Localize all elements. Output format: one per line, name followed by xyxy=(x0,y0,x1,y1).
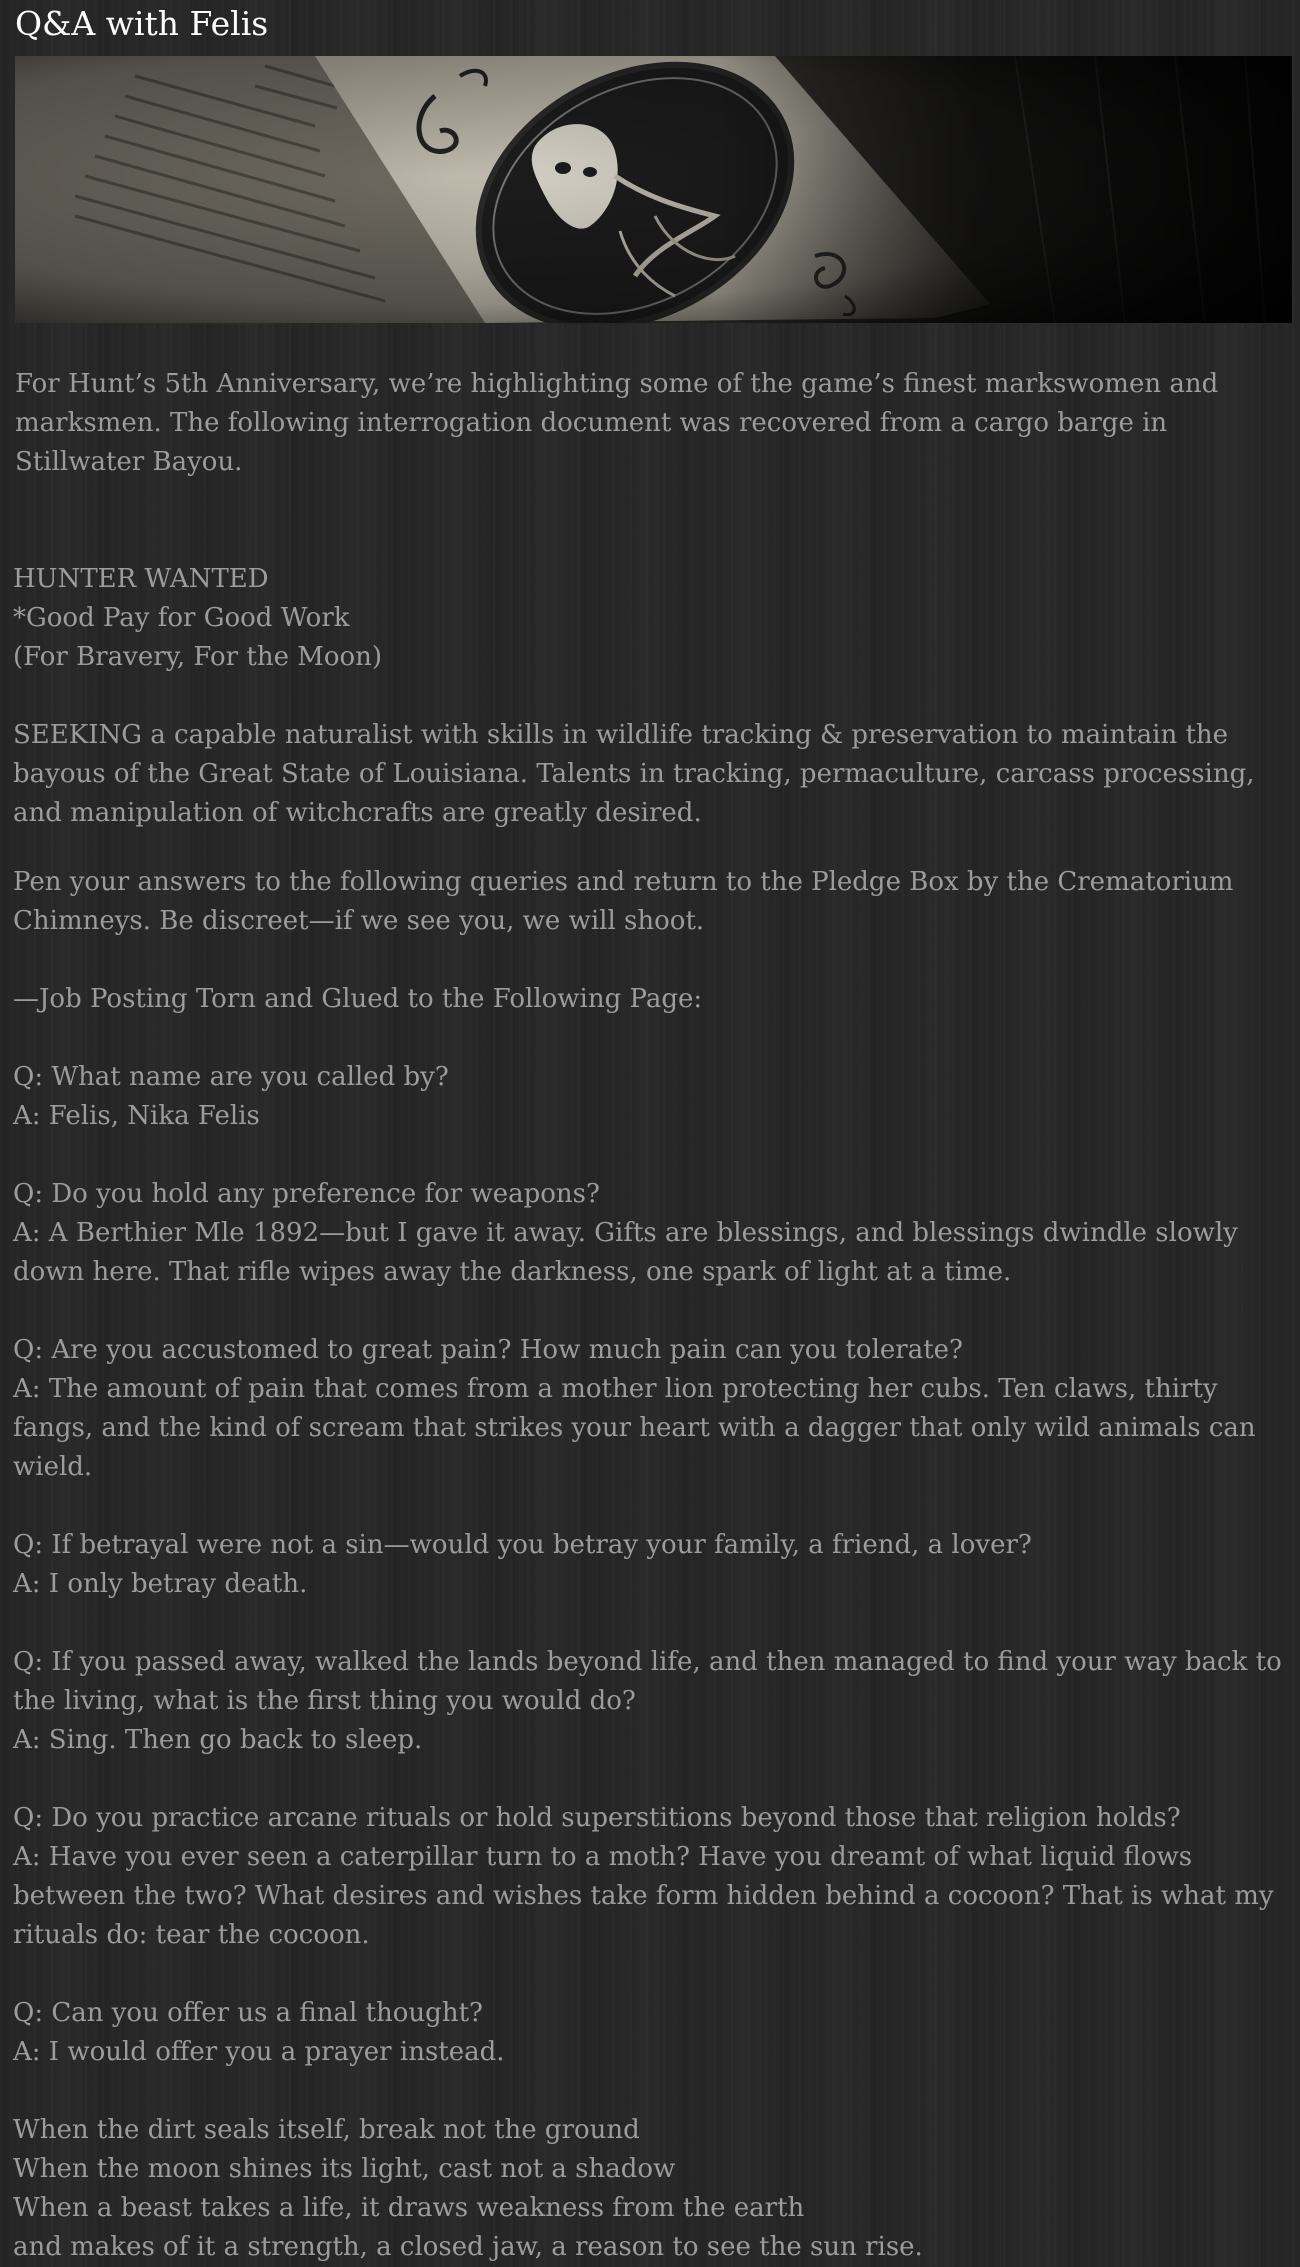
notice-subheader: *Good Pay for Good Work xyxy=(13,603,350,633)
prayer-line: and makes of it a strength, a closed jaw, a reason to see the sun rise. xyxy=(13,2232,923,2262)
question: Q: Do you practice arcane rituals or hold superstitions beyond those that religion holds? xyxy=(13,1803,1181,1833)
torn-note: —Job Posting Torn and Glued to the Following Page: xyxy=(13,984,703,1014)
answer: A: The amount of pain that comes from a mother lion protecting her cubs. Ten claws, thirty fangs, and the kind of scream that strikes your heart with a dagger that only wild animals can wield. xyxy=(13,1374,1256,1482)
question: Q: What name are you called by? xyxy=(13,1062,449,1092)
question: Q: If betrayal were not a sin—would you betray your family, a friend, a lover? xyxy=(13,1530,1032,1560)
notice-motto: (For Bravery, For the Moon) xyxy=(13,642,383,672)
answer: A: I would offer you a prayer instead. xyxy=(13,2037,505,2067)
qa-item xyxy=(13,1058,1288,1136)
notice-instructions: Pen your answers to the following queries and return to the Pledge Box by the Crematorium Chimneys. Be discreet—if we see you, we will shoot. xyxy=(13,867,1234,936)
page-title: Q&A with Felis xyxy=(15,4,269,43)
answer: A: Felis, Nika Felis xyxy=(13,1101,260,1131)
answer: A: A Berthier Mle 1892—but I gave it away. Gifts are blessings, and blessings dwindle slowly down here. That rifle wipes away the darkness, one spark of light at a time. xyxy=(13,1218,1238,1287)
notice-block xyxy=(13,560,1288,677)
notice-header: HUNTER WANTED xyxy=(13,564,269,594)
banner-image xyxy=(15,56,1292,323)
prayer-line: When a beast takes a life, it draws weakness from the earth xyxy=(13,2193,805,2223)
qa-item xyxy=(13,1175,1288,1292)
prayer-verse xyxy=(13,2111,1288,2267)
question: Q: Can you offer us a final thought? xyxy=(13,1998,483,2028)
interrogation-document xyxy=(13,560,1288,2267)
qa-item xyxy=(13,1331,1288,1487)
question: Q: Do you hold any preference for weapons? xyxy=(13,1179,600,1209)
notice-seeking: SEEKING a capable naturalist with skills in wildlife tracking & preservation to maintain the bayous of the Great State of Louisiana. Talents in tracking, permaculture, carcass processing, and manipulation of witchcrafts are greatly desired. xyxy=(13,720,1255,828)
qa-item xyxy=(13,1799,1288,1955)
answer: A: I only betray death. xyxy=(13,1569,308,1599)
prayer-line: When the moon shines its light, cast not a shadow xyxy=(13,2154,676,2184)
qa-item xyxy=(13,1526,1288,1604)
question: Q: Are you accustomed to great pain? How much pain can you tolerate? xyxy=(13,1335,963,1365)
question: Q: If you passed away, walked the lands beyond life, and then managed to find your way back to the living, what is the first thing you would do? xyxy=(13,1647,1282,1716)
answer: A: Have you ever seen a caterpillar turn to a moth? Have you dreamt of what liquid flows between the two? What desires and wishes take form hidden behind a cocoon? That is what my rituals do: tear the cocoon. xyxy=(13,1842,1274,1950)
qa-item xyxy=(13,1643,1288,1760)
prayer-line: When the dirt seals itself, break not the ground xyxy=(13,2115,640,2145)
intro-paragraph: For Hunt’s 5th Anniversary, we’re highlighting some of the game’s finest markswomen and marksmen. The following interrogation document was recovered from a cargo barge in Stillwater Bayou. xyxy=(15,369,1219,477)
qa-item xyxy=(13,1994,1288,2072)
newspaper-wanted-poster-image xyxy=(15,56,1292,323)
answer: A: Sing. Then go back to sleep. xyxy=(13,1725,423,1755)
